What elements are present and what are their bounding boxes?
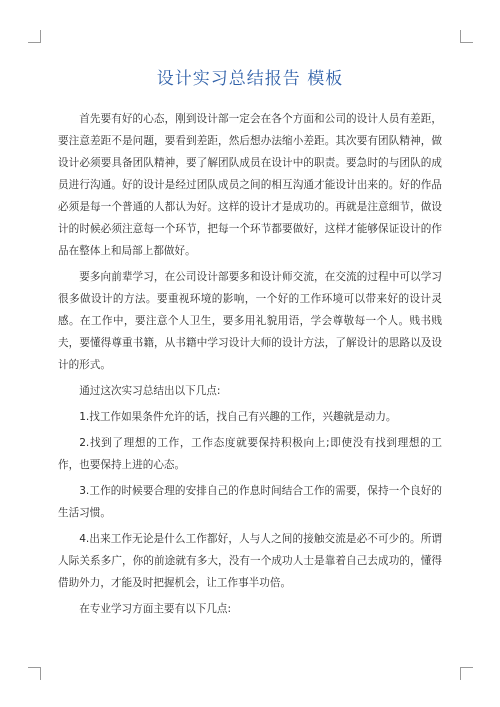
paragraph-summary-intro: 通过这次实习总结出以下几点: [79,385,221,397]
paragraph-learning: 要多向前辈学习，在公司设计部要多和设计师交流，在交流的过程中可以学习很多做设计的方法。要重视环境的影响，一个好的工作环境可以带来好的设计灵感。在工作中，要注意个人卫生，要多用礼貌用语，学会尊敬每一个人。贱书贱夫，要懂得尊重书籍，从书籍中学习设计大师的设计方法，了解设计的思路以及设计的形式。 [58,271,442,371]
document-title: 设计实习总结报告 模板 [156,69,344,89]
list-item-2: 2.找到了理想的工作，工作态度就要保持积极向上;即使没有找到理想的工作，也要保持上进的心态。 [58,437,442,471]
list-item-4: 4.出来工作无论是什么工作都好，人与人之间的接触交流是必不可少的。所谓人际关系多广，你的前途就有多大，没有一个成功人士是靠着自己去成功的，懂得借助外力，才能及时把握机会，让工作事半功倍。 [58,533,442,589]
paragraph-study-intro: 在专业学习方面主要有以下几点: [79,603,232,615]
page-corner-mark-top-right [460,30,473,43]
page-corner-mark-bottom-left [28,667,41,680]
list-item-3: 3.工作的时候要合理的安排自己的作息时间结合工作的需要，保持一个良好的生活习惯。 [58,485,442,519]
page-corner-mark-bottom-right [460,667,473,680]
paragraph-attitude: 首先要有好的心态，刚到设计部一定会在各个方面和公司的设计人员有差距，要注意差距不是问题，要看到差距，然后想办法缩小差距。其次要有团队精神，做设计必须要具备团队精神，要了解团队成员在设计中的职责。要急时的与团队的成员进行沟通。好的设计是经过团队成员之间的相互沟通才能设计出来的。好的作品必须是每一个普通的人都认为好。这样的设计才是成功的。再就是注意细节，做设计的时候必须注意每一个环节，把每一个环节都要做好，这样才能够保证设计的作品在整体上和局部上都做好。 [58,113,442,257]
page-corner-mark-top-left [28,30,41,43]
list-item-1: 1.找工作如果条件允许的话，找自己有兴趣的工作，兴趣就是动力。 [79,411,397,423]
document-body [58,108,442,624]
